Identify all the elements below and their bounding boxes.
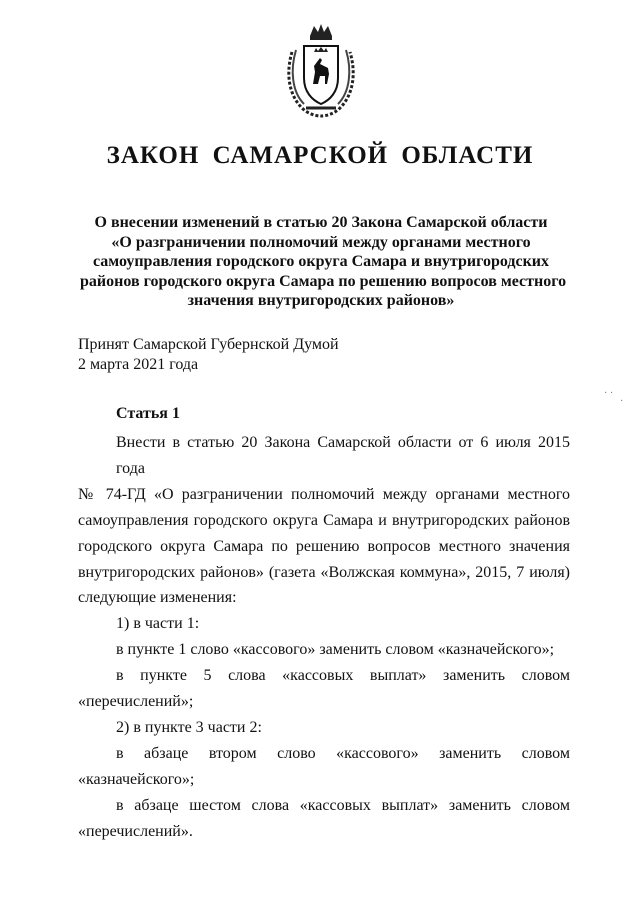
article-line: в абзаце втором слово «кассового» заменить словом bbox=[116, 744, 570, 762]
adoption-note bbox=[78, 335, 339, 374]
article-line: в абзаце шестом слова «кассовых выплат» заменить словом bbox=[116, 796, 570, 814]
article-line: внутригородских районов» (газета «Волжская коммуна», 2015, 7 июля) bbox=[78, 563, 570, 581]
article-line: городского округа Самара по решению вопросов местного значения bbox=[78, 537, 570, 555]
article-line: в пункте 1 слово «кассового» заменить словом «казначейского»; bbox=[116, 641, 555, 659]
article-line: самоуправления городского округа Самара и внутригородских районов bbox=[78, 511, 570, 529]
scan-mark: · bbox=[620, 396, 624, 407]
subtitle-line: «О разграничении полномочий между органами местного bbox=[111, 233, 531, 251]
article-line: Внести в статью 20 Закона Самарской области от 6 июля 2015 года bbox=[116, 434, 570, 477]
adoption-date: 2 марта 2021 года bbox=[78, 355, 199, 373]
scan-mark: · · bbox=[604, 388, 614, 399]
law-title: ЗАКОН САМАРСКОЙ ОБЛАСТИ bbox=[106, 142, 534, 169]
subtitle-line: самоуправления городского округа Самара и внутригородских bbox=[92, 253, 550, 270]
law-subtitle bbox=[80, 213, 567, 311]
article-line: следующие изменения: bbox=[78, 589, 237, 607]
subtitle-line: районов городского округа Самара по решению вопросов местного bbox=[80, 272, 567, 290]
article-line: 1) в части 1: bbox=[116, 615, 200, 633]
article-line: 2) в пункте 3 части 2: bbox=[116, 718, 262, 736]
article-line: № 74-ГД «О разграничении полномочий между органами местного bbox=[78, 485, 570, 503]
article-line: «перечислений»; bbox=[78, 693, 194, 711]
article-1 bbox=[78, 404, 570, 845]
samara-coat-of-arms-emblem bbox=[284, 22, 358, 118]
article-line: «перечислений». bbox=[78, 822, 193, 840]
adoption-line: Принят Самарской Губернской Думой bbox=[78, 336, 339, 353]
article-heading: Статья 1 bbox=[116, 405, 180, 422]
subtitle-line: О внесении изменений в статью 20 Закона Самарской области bbox=[94, 214, 548, 231]
subtitle-line: значения внутригородских районов» bbox=[187, 292, 455, 309]
article-line: «казначейского»; bbox=[78, 770, 195, 788]
article-line: в пункте 5 слова «кассовых выплат» заменить словом bbox=[116, 667, 570, 685]
